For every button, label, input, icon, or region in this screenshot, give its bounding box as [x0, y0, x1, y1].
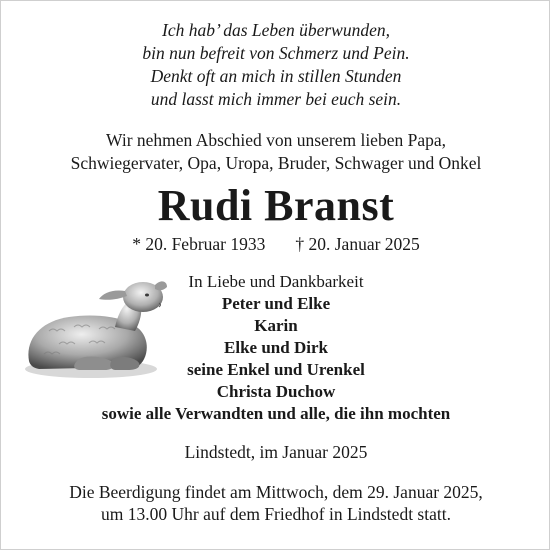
poem-line: Ich hab’ das Leben überwunden, — [162, 20, 390, 40]
mourner-name: Peter und Elke — [221, 294, 331, 313]
deceased-name: Rudi Branst — [157, 181, 395, 230]
life-dates — [1, 233, 550, 255]
mourner-name: Karin — [254, 316, 298, 335]
mourners-list — [61, 271, 491, 425]
mourner-name: seine Enkel und Urenkel — [187, 360, 365, 379]
intro-line: Wir nehmen Abschied von unserem lieben Papa, — [106, 130, 446, 150]
poem — [1, 19, 550, 111]
poem-line: Denkt oft an mich in stillen Stunden — [150, 66, 402, 86]
intro-line: Schwiegervater, Opa, Uropa, Bruder, Schwager und Onkel — [70, 153, 482, 173]
mourner-name: Christa Duchow — [216, 382, 336, 401]
funeral-line: Die Beerdigung findet am Mittwoch, dem 29. Januar 2025, — [69, 482, 483, 502]
funeral-info — [1, 481, 550, 525]
mourners-heading: In Liebe und Dankbarkeit — [188, 272, 364, 291]
poem-line: bin nun befreit von Schmerz und Pein. — [142, 43, 410, 63]
mourner-name: sowie alle Verwandten und alle, die ihn mochten — [101, 404, 451, 423]
death-date: † 20. Januar 2025 — [295, 234, 420, 254]
place-date: Lindstedt, im Januar 2025 — [184, 442, 368, 462]
farewell-intro — [1, 129, 550, 175]
birth-date: * 20. Februar 1933 — [132, 234, 266, 254]
poem-line: und lasst mich immer bei euch sein. — [150, 89, 402, 109]
funeral-line: um 13.00 Uhr auf dem Friedhof in Lindstedt statt. — [101, 504, 451, 524]
mourner-name: Elke und Dirk — [224, 338, 328, 357]
